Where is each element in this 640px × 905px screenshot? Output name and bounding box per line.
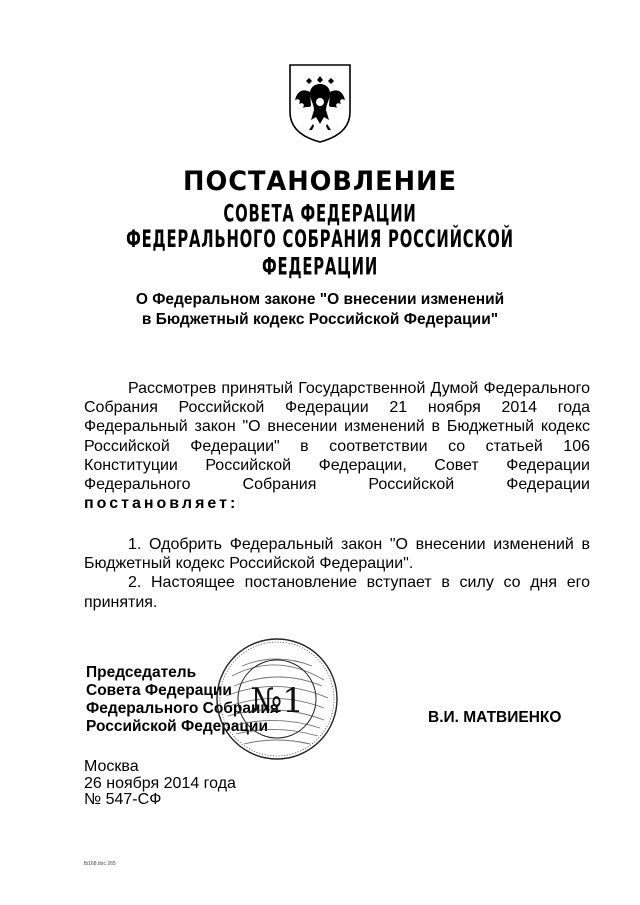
position-line: Российской Федерации [86,718,268,735]
intro-line: Федерального Собрания Российской Федерации [84,475,590,493]
intro-line: Рассмотрев принятый Государственной Думой Федерального [128,380,590,397]
seal-number: №1 [250,681,304,721]
item-1-line: Бюджетный кодекс Российской Федерации". [84,555,414,573]
coat-of-arms-icon [287,62,353,144]
document-subject [0,290,640,330]
resolves-word: постановляет: [84,495,239,513]
document-subtitle-assembly: ФЕДЕРАЛЬНОГО СОБРАНИЯ РОССИЙСКОЙ ФЕДЕРАЦИИ [126,225,514,281]
position-line: Совета Федерации [86,682,232,699]
document-subtitle-council: СОВЕТА ФЕДЕРАЦИИ [223,200,417,228]
official-seal-stamp [214,636,340,762]
signatory-name: В.И. МАТВИЕНКО [428,709,562,726]
intro-line: Федеральный закон "О внесении изменений в Бюджетный кодекс [84,418,590,436]
position-line: Председатель [86,664,197,681]
document-title: ПОСТАНОВЛЕНИЕ [183,166,457,197]
resolution-items [84,535,590,612]
position-line: Федерального Собрания [86,700,279,717]
issue-date: 26 ноября 2014 года [84,774,236,792]
issue-city: Москва [84,758,139,775]
item-1-line: 1. Одобрить Федеральный закон "О внесении изменений в [128,536,590,553]
intro-line: Российской Федерации" в соответствии со статьей 106 [84,437,590,455]
item-2-line: принятия. [84,593,158,611]
file-reference: fb168.doc 265 [84,861,116,867]
intro-paragraph [84,379,590,513]
issue-number: № 547-СФ [84,791,162,808]
intro-line: Собрания Российской Федерации 21 ноября 2014 года [84,399,590,417]
subject-line: в Бюджетный кодекс Российской Федерации" [141,311,499,328]
issue-details [84,759,236,809]
intro-line: Конституции Российской Федерации, Совет Федерации [84,456,590,474]
subject-line: О Федеральном законе "О внесении изменений [135,291,505,308]
item-2-line: 2. Настоящее постановление вступает в силу со дня его [128,574,590,592]
